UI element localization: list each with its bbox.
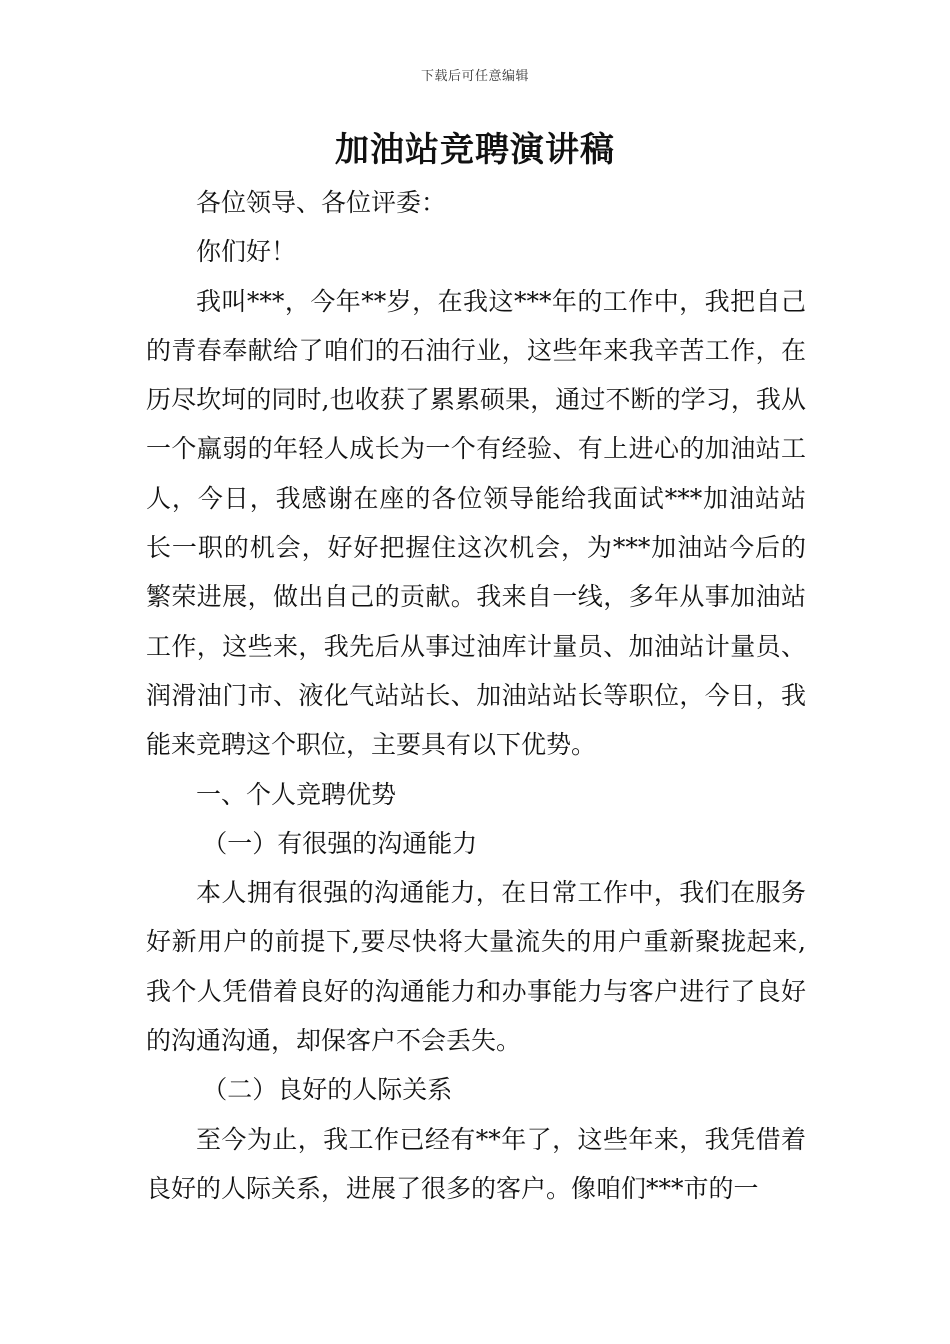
page-header-note: 下载后可任意编辑 <box>420 69 529 84</box>
document-title: 加油站竞聘演讲稿 <box>335 130 615 170</box>
section-heading: 一、个人竞聘优势 <box>196 779 397 809</box>
salutation: 各位领导、各位评委： <box>196 188 447 217</box>
body-paragraph: 本人拥有很强的沟通能力，在日常工作中，我们在服务好新用户的前提下,要尽快将大量流失的用户重新聚拢起来,我个人凭借着良好的沟通能力和办事能力与客户进行了良好的沟通沟通，却保客户不会丢失。 <box>146 878 806 1056</box>
subsection-heading: （二）良好的人际关系 <box>202 1075 453 1105</box>
intro-paragraph: 我叫***，今年**岁，在我这***年的工作中，我把自己的青春奉献给了咱们的石油行业，这些年来我辛苦工作，在历尽坎坷的同时,也收获了累累硕果，通过不断的学习，我从一个羸弱的年轻人成长为一个有经验、有上进心的加油站工人，今日，我感谢在座的各位领导能给我面试***加油站站长一职的机会，好好把握住这次机会，为***加油站今后的繁荣进展，做出自己的贡献。我来自一线，多年从事加油站工作，这些来，我先后从事过油库计量员、加油站计量员、润滑油门市、液化气站站长、加油站站长等职位，今日，我能来竞聘这个职位，主要具有以下优势。 <box>146 286 806 760</box>
subsection-heading: （一）有很强的沟通能力 <box>202 828 478 858</box>
greeting: 你们好！ <box>196 237 297 267</box>
body-paragraph: 至今为止，我工作已经有**年了，这些年来，我凭借着良好的人际关系，进展了很多的客户。像咱们***市的一 <box>146 1124 806 1203</box>
document-body <box>146 178 806 1213</box>
